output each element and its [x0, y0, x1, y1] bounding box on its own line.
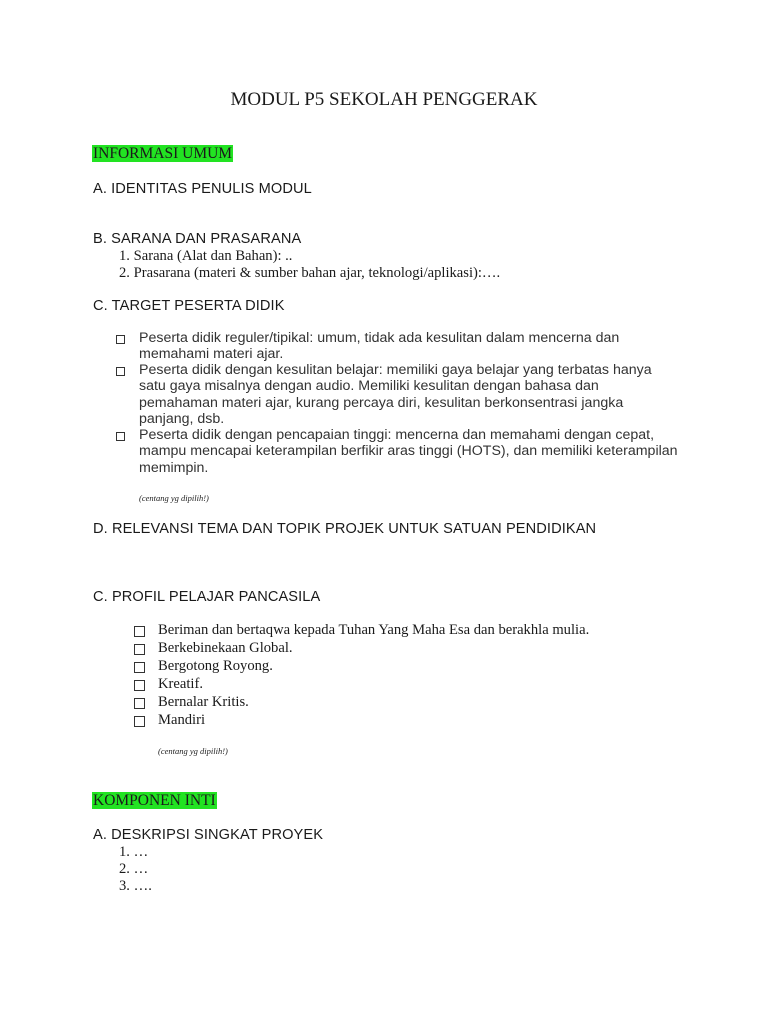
- deskripsi-item: 2. …: [119, 861, 149, 877]
- profil-item: Bergotong Royong.: [158, 658, 273, 674]
- heading-sarana: B. SARANA DAN PRASARANA: [93, 231, 302, 247]
- checkbox-profil-5[interactable]: [134, 698, 145, 709]
- profil-note: (centang yg dipilih!): [158, 746, 228, 756]
- profil-item: Bernalar Kritis.: [158, 694, 249, 710]
- checkbox-profil-3[interactable]: [134, 662, 145, 673]
- checkbox-profil-2[interactable]: [134, 644, 145, 655]
- deskripsi-item: 3. ….: [119, 878, 152, 894]
- heading-identitas: A. IDENTITAS PENULIS MODUL: [93, 181, 312, 197]
- target-item: Peserta didik dengan kesulitan belajar: memiliki gaya belajar yang terbatas hanya satu gaya misalnya dengan audio. Memiliki kesulitan dengan bahasa dan pemahaman materi ajar, kurang percaya diri, kesulitan berkonsentrasi jangka panjang, dsb.: [139, 362, 652, 427]
- document-title: MODUL P5 SEKOLAH PENGGERAK: [230, 89, 538, 110]
- checkbox-target-1[interactable]: [116, 335, 125, 344]
- heading-deskripsi: A. DESKRIPSI SINGKAT PROYEK: [93, 827, 324, 843]
- profil-item: Berkebinekaan Global.: [158, 640, 293, 656]
- checkbox-profil-6[interactable]: [134, 716, 145, 727]
- section-heading-informasi-umum: INFORMASI UMUM: [93, 145, 233, 162]
- target-item: Peserta didik dengan pencapaian tinggi: mencerna dan memahami dengan cepat, mampu mencapai keterampilan berfikir aras tinggi (HOTS), dan memiliki keterampilan memimpin.: [139, 427, 678, 476]
- heading-relevansi: D. RELEVANSI TEMA DAN TOPIK PROJEK UNTUK SATUAN PENDIDIKAN: [93, 521, 597, 537]
- sarana-item: 2. Prasarana (materi & sumber bahan ajar, teknologi/aplikasi):….: [119, 265, 501, 281]
- checkbox-profil-1[interactable]: [134, 626, 145, 637]
- section-heading-komponen-inti: KOMPONEN INTI: [93, 792, 216, 809]
- deskripsi-item: 1. …: [119, 844, 149, 860]
- profil-item: Beriman dan bertaqwa kepada Tuhan Yang Maha Esa dan berakhla mulia.: [158, 622, 590, 638]
- heading-profil: C. PROFIL PELAJAR PANCASILA: [93, 589, 321, 605]
- checkbox-profil-4[interactable]: [134, 680, 145, 691]
- sarana-item: 1. Sarana (Alat dan Bahan): ..: [119, 248, 293, 264]
- profil-item: Kreatif.: [158, 676, 203, 692]
- heading-target: C. TARGET PESERTA DIDIK: [93, 298, 285, 314]
- checkbox-target-3[interactable]: [116, 432, 125, 441]
- target-note: (centang yg dipilih!): [139, 493, 209, 503]
- target-item: Peserta didik reguler/tipikal: umum, tidak ada kesulitan dalam mencerna dan memahami materi ajar.: [139, 330, 620, 363]
- profil-item: Mandiri: [158, 712, 206, 728]
- checkbox-target-2[interactable]: [116, 367, 125, 376]
